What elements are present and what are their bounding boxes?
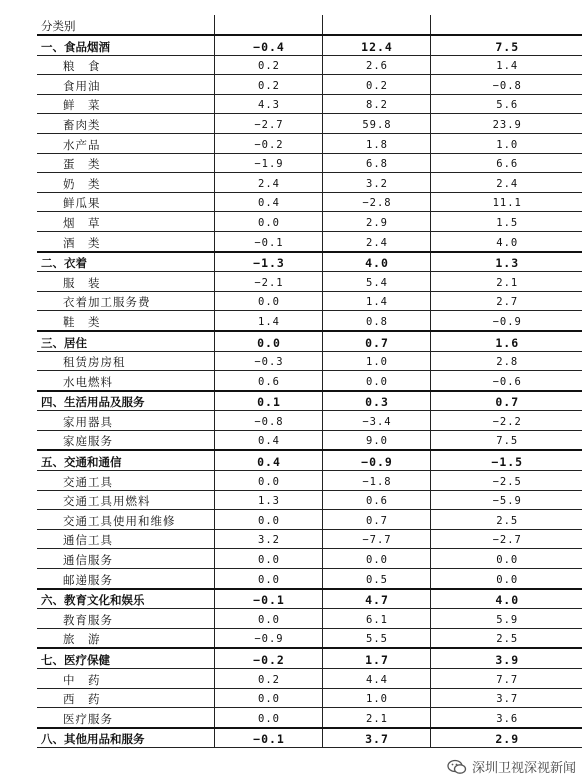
value-col-2: 0.7 <box>322 331 430 351</box>
row-label: 四、生活用品及服务 <box>37 391 214 411</box>
value-col-1: 0.4 <box>214 430 322 450</box>
value-col-3: 2.5 <box>430 510 582 530</box>
value-col-1: 2.4 <box>214 173 322 193</box>
wechat-icon <box>447 759 467 775</box>
table-row <box>37 471 582 491</box>
value-col-2: −3.4 <box>322 411 430 431</box>
value-col-2: 4.7 <box>322 589 430 609</box>
watermark <box>444 756 579 777</box>
table-row <box>37 708 582 728</box>
value-col-2: 0.8 <box>322 311 430 331</box>
table-row <box>37 291 582 311</box>
value-col-3: 1.0 <box>430 133 582 153</box>
value-col-1: 0.1 <box>214 391 322 411</box>
row-label: 通信工具 <box>37 529 214 549</box>
row-label: 通信服务 <box>37 549 214 569</box>
row-label: 七、医疗保健 <box>37 648 214 668</box>
value-col-2: 1.0 <box>322 688 430 708</box>
value-col-3: −2.5 <box>430 471 582 491</box>
row-label: 交通工具用燃料 <box>37 490 214 510</box>
table-row <box>37 609 582 629</box>
category-row <box>37 648 582 668</box>
value-col-2: 0.2 <box>322 75 430 95</box>
value-col-1: 0.0 <box>214 291 322 311</box>
value-col-1: 0.0 <box>214 609 322 629</box>
table-row <box>37 231 582 251</box>
table-row <box>37 371 582 391</box>
value-col-3: 7.5 <box>430 35 582 55</box>
value-col-1: 0.0 <box>214 708 322 728</box>
value-col-2: 0.0 <box>322 371 430 391</box>
value-col-1: −0.8 <box>214 411 322 431</box>
table-row <box>37 569 582 589</box>
value-col-1: −0.9 <box>214 628 322 648</box>
value-col-1: 3.2 <box>214 529 322 549</box>
table-header-row <box>37 15 582 35</box>
value-col-3: 3.6 <box>430 708 582 728</box>
value-col-2: 5.4 <box>322 272 430 292</box>
row-label: 畜肉类 <box>37 114 214 134</box>
header-col-1 <box>214 15 322 35</box>
value-col-2: 2.9 <box>322 212 430 232</box>
value-col-1: 0.6 <box>214 371 322 391</box>
value-col-1: −0.4 <box>214 35 322 55</box>
value-col-3: −0.6 <box>430 371 582 391</box>
value-col-1: 0.0 <box>214 688 322 708</box>
value-col-2: 9.0 <box>322 430 430 450</box>
row-label: 中 药 <box>37 669 214 689</box>
value-col-3: 1.3 <box>430 252 582 272</box>
table-row <box>37 153 582 173</box>
value-col-2: 1.8 <box>322 133 430 153</box>
value-col-3: 4.0 <box>430 231 582 251</box>
category-row <box>37 252 582 272</box>
value-col-2: 3.2 <box>322 173 430 193</box>
table-row <box>37 628 582 648</box>
value-col-3: 7.5 <box>430 430 582 450</box>
value-col-3: 6.6 <box>430 153 582 173</box>
header-category-label: 分类别 <box>37 15 214 35</box>
table-row <box>37 430 582 450</box>
value-col-1: 0.0 <box>214 510 322 530</box>
value-col-2: 2.6 <box>322 55 430 75</box>
row-label: 烟 草 <box>37 212 214 232</box>
table-row <box>37 529 582 549</box>
value-col-3: 3.7 <box>430 688 582 708</box>
value-col-1: −0.2 <box>214 648 322 668</box>
value-col-1: −2.1 <box>214 272 322 292</box>
value-col-3: −5.9 <box>430 490 582 510</box>
value-col-2: 59.8 <box>322 114 430 134</box>
row-label: 鲜 菜 <box>37 94 214 114</box>
row-label: 三、居住 <box>37 331 214 351</box>
value-col-2: 5.5 <box>322 628 430 648</box>
row-label: 家用器具 <box>37 411 214 431</box>
cpi-table <box>37 15 582 748</box>
table-row <box>37 311 582 331</box>
row-label: 交通工具使用和维修 <box>37 510 214 530</box>
value-col-2: 0.7 <box>322 510 430 530</box>
value-col-1: −0.3 <box>214 351 322 371</box>
value-col-2: 1.7 <box>322 648 430 668</box>
value-col-2: 8.2 <box>322 94 430 114</box>
row-label: 水电燃料 <box>37 371 214 391</box>
value-col-3: 2.7 <box>430 291 582 311</box>
table-row <box>37 272 582 292</box>
cpi-table-body <box>37 15 582 748</box>
category-row <box>37 450 582 470</box>
value-col-1: −1.3 <box>214 252 322 272</box>
row-label: 邮递服务 <box>37 569 214 589</box>
value-col-3: 11.1 <box>430 192 582 212</box>
row-label: 租赁房房租 <box>37 351 214 371</box>
category-row <box>37 35 582 55</box>
row-label: 奶 类 <box>37 173 214 193</box>
table-row <box>37 549 582 569</box>
value-col-3: 7.7 <box>430 669 582 689</box>
value-col-1: −0.1 <box>214 231 322 251</box>
value-col-2: 0.5 <box>322 569 430 589</box>
value-col-2: −0.9 <box>322 450 430 470</box>
value-col-2: 0.6 <box>322 490 430 510</box>
value-col-1: 4.3 <box>214 94 322 114</box>
value-col-1: 1.4 <box>214 311 322 331</box>
value-col-3: 2.8 <box>430 351 582 371</box>
table-row <box>37 55 582 75</box>
value-col-2: 3.7 <box>322 728 430 748</box>
value-col-3: −1.5 <box>430 450 582 470</box>
value-col-1: −1.9 <box>214 153 322 173</box>
table-row <box>37 114 582 134</box>
table-row <box>37 192 582 212</box>
table-row <box>37 351 582 371</box>
table-row <box>37 173 582 193</box>
value-col-2: 1.4 <box>322 291 430 311</box>
table-row <box>37 490 582 510</box>
value-col-1: −2.7 <box>214 114 322 134</box>
value-col-2: −2.8 <box>322 192 430 212</box>
value-col-3: 2.4 <box>430 173 582 193</box>
row-label: 衣着加工服务费 <box>37 291 214 311</box>
row-label: 交通工具 <box>37 471 214 491</box>
value-col-3: −0.8 <box>430 75 582 95</box>
value-col-1: 1.3 <box>214 490 322 510</box>
value-col-2: 2.4 <box>322 231 430 251</box>
value-col-3: −2.7 <box>430 529 582 549</box>
value-col-1: 0.0 <box>214 331 322 351</box>
value-col-1: 0.2 <box>214 55 322 75</box>
value-col-3: 1.6 <box>430 331 582 351</box>
value-col-2: −7.7 <box>322 529 430 549</box>
value-col-3: 5.6 <box>430 94 582 114</box>
value-col-1: 0.0 <box>214 471 322 491</box>
value-col-3: −2.2 <box>430 411 582 431</box>
table-row <box>37 133 582 153</box>
category-row <box>37 331 582 351</box>
value-col-3: 3.9 <box>430 648 582 668</box>
category-row <box>37 589 582 609</box>
value-col-1: −0.1 <box>214 589 322 609</box>
value-col-1: −0.1 <box>214 728 322 748</box>
row-label: 医疗服务 <box>37 708 214 728</box>
value-col-3: 2.5 <box>430 628 582 648</box>
row-label: 鲜瓜果 <box>37 192 214 212</box>
table-row <box>37 212 582 232</box>
row-label: 食用油 <box>37 75 214 95</box>
value-col-3: 5.9 <box>430 609 582 629</box>
table-row <box>37 411 582 431</box>
value-col-1: 0.0 <box>214 569 322 589</box>
category-row <box>37 391 582 411</box>
value-col-3: 2.9 <box>430 728 582 748</box>
table-row <box>37 75 582 95</box>
row-label: 水产品 <box>37 133 214 153</box>
row-label: 西 药 <box>37 688 214 708</box>
header-col-2 <box>322 15 430 35</box>
watermark-text: 深圳卫视深视新闻 <box>471 761 576 776</box>
row-label: 五、交通和通信 <box>37 450 214 470</box>
value-col-1: −0.2 <box>214 133 322 153</box>
table-row <box>37 510 582 530</box>
value-col-1: 0.4 <box>214 192 322 212</box>
row-label: 服 装 <box>37 272 214 292</box>
header-col-3 <box>430 15 582 35</box>
table-row <box>37 669 582 689</box>
value-col-2: 4.4 <box>322 669 430 689</box>
row-label: 酒 类 <box>37 231 214 251</box>
row-label: 八、其他用品和服务 <box>37 728 214 748</box>
row-label: 一、食品烟酒 <box>37 35 214 55</box>
row-label: 粮 食 <box>37 55 214 75</box>
value-col-3: −0.9 <box>430 311 582 331</box>
value-col-1: 0.4 <box>214 450 322 470</box>
value-col-3: 1.5 <box>430 212 582 232</box>
value-col-2: 1.0 <box>322 351 430 371</box>
value-col-3: 1.4 <box>430 55 582 75</box>
row-label: 蛋 类 <box>37 153 214 173</box>
value-col-1: 0.0 <box>214 212 322 232</box>
value-col-3: 0.7 <box>430 391 582 411</box>
value-col-2: 2.1 <box>322 708 430 728</box>
value-col-3: 2.1 <box>430 272 582 292</box>
value-col-2: −1.8 <box>322 471 430 491</box>
value-col-2: 6.8 <box>322 153 430 173</box>
value-col-1: 0.2 <box>214 669 322 689</box>
value-col-2: 4.0 <box>322 252 430 272</box>
value-col-3: 23.9 <box>430 114 582 134</box>
value-col-2: 0.0 <box>322 549 430 569</box>
value-col-2: 0.3 <box>322 391 430 411</box>
value-col-3: 4.0 <box>430 589 582 609</box>
table-row <box>37 688 582 708</box>
row-label: 旅 游 <box>37 628 214 648</box>
value-col-3: 0.0 <box>430 549 582 569</box>
value-col-2: 12.4 <box>322 35 430 55</box>
value-col-1: 0.0 <box>214 549 322 569</box>
category-row <box>37 728 582 748</box>
value-col-2: 6.1 <box>322 609 430 629</box>
row-label: 六、教育文化和娱乐 <box>37 589 214 609</box>
table-row <box>37 94 582 114</box>
row-label: 二、衣着 <box>37 252 214 272</box>
row-label: 家庭服务 <box>37 430 214 450</box>
value-col-3: 0.0 <box>430 569 582 589</box>
row-label: 教育服务 <box>37 609 214 629</box>
value-col-1: 0.2 <box>214 75 322 95</box>
row-label: 鞋 类 <box>37 311 214 331</box>
